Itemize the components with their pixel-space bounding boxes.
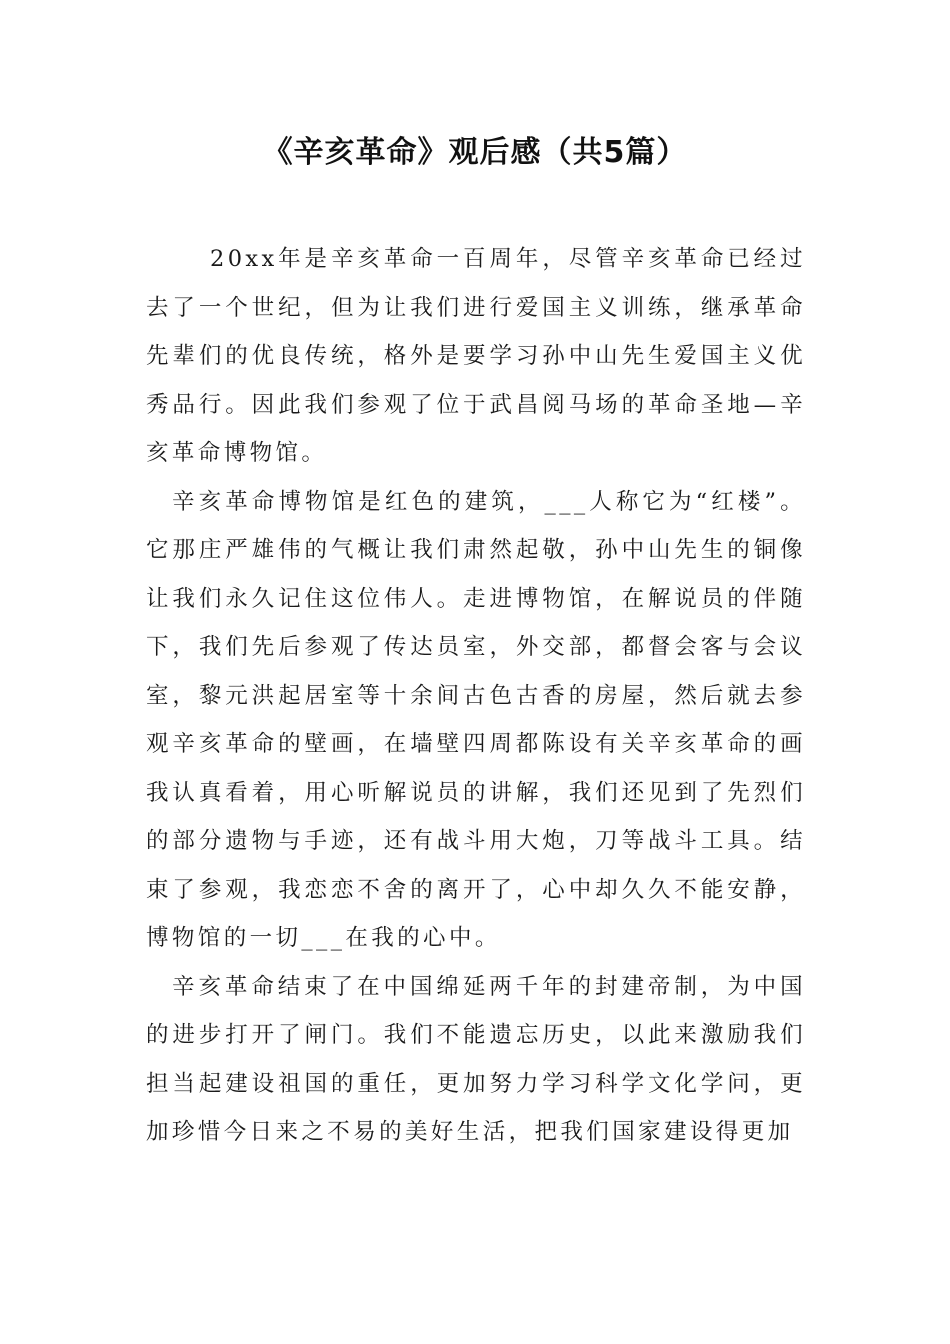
- document-body: [146, 235, 806, 1157]
- paragraph-2: 辛亥革命博物馆是红色的建筑，___人称它为“红楼”。它那庄严雄伟的气概让我们肃然起敬，孙中山先生的铜像让我们永久记住这位伟人。走进博物馆，在解说员的伴随下，我们先后参观了传达员室，外交部，都督会客与会议室，黎元洪起居室等十余间古色古香的房屋，然后就去参观辛亥革命的壁画，在墙壁四周都陈设有关辛亥革命的画我认真看着，用心听解说员的讲解，我们还见到了先烈们的部分遗物与手迹，还有战斗用大炮，刀等战斗工具。结束了参观，我恋恋不舍的离开了，心中却久久不能安静，博物馆的一切___在我的心中。: [146, 488, 806, 951]
- paragraph-3: 辛亥革命结束了在中国绵延两千年的封建帝制，为中国的进步打开了闸门。我们不能遗忘历史，以此来激励我们担当起建设祖国的重任，更加努力学习科学文化学问，更加珍惜今日来之不易的美好生活，把我们国家建设得更加: [146, 973, 806, 1145]
- paragraph-1: 20xx年是辛亥革命一百周年，尽管辛亥革命已经过去了一个世纪，但为让我们进行爱国主义训练，继承革命先辈们的优良传统，格外是要学习孙中山先生爱国主义优秀品行。因此我们参观了位于武昌阅马场的革命圣地—辛亥革命博物馆。: [146, 246, 806, 466]
- document-title: 《辛亥革命》观后感（共5篇）: [262, 135, 688, 170]
